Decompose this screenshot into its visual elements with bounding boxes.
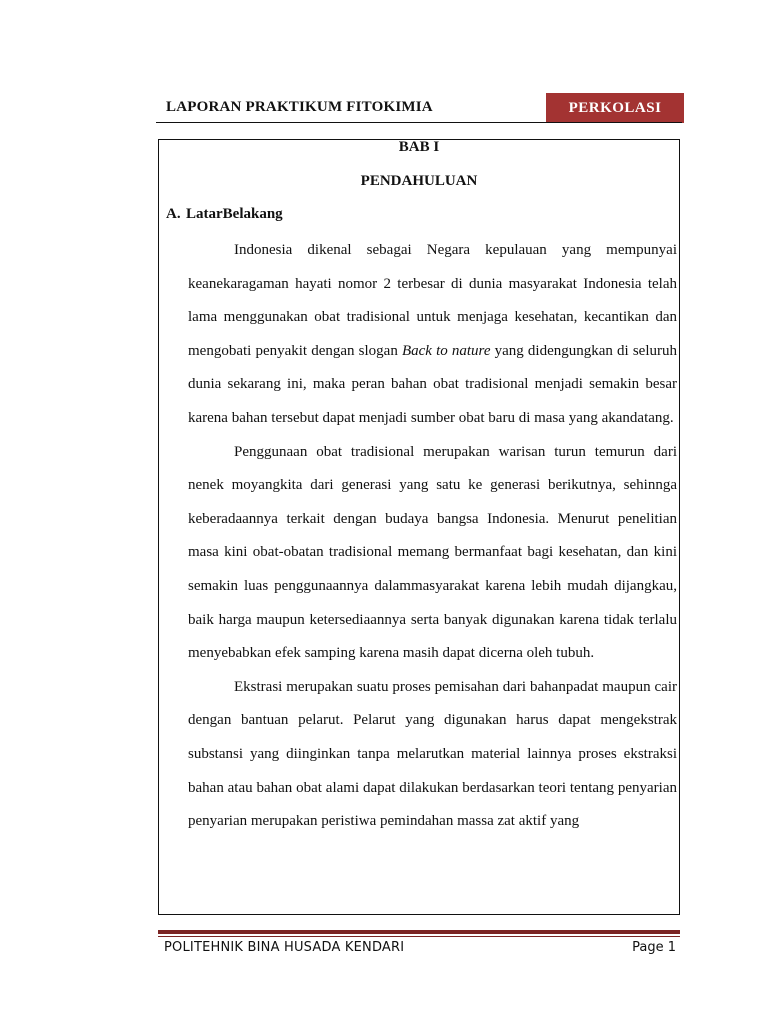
chapter-title: PENDAHULUAN bbox=[360, 173, 478, 189]
header-divider bbox=[156, 122, 682, 123]
paragraph-3: Ekstrasi merupakan suatu proses pemisahan dari bahanpadat maupun cair dengan bantuan pelarut. Pelarut yang digunakan harus dapat mengekstrak substansi yang diinginkan tanpa melarutkan material lainnya proses ekstraksi bahan atau bahan obat alami dapat dilakukan berdasarkan teori tentang penyarian penyarian merupakan peristiwa pemindahan massa zat aktif yang bbox=[188, 678, 677, 830]
report-title: LAPORAN PRAKTIKUM FITOKIMIA bbox=[166, 99, 433, 115]
section-heading bbox=[166, 206, 283, 223]
chapter-number: BAB I bbox=[398, 139, 440, 155]
page-number: Page 1 bbox=[632, 940, 676, 955]
body-text bbox=[188, 234, 677, 839]
footer-divider-thin bbox=[158, 936, 680, 937]
section-label: A. bbox=[166, 206, 181, 222]
paragraph-2: Penggunaan obat tradisional merupakan warisan turun temurun dari nenek moyangkita dari generasi yang satu ke generasi berikutnya, sehinnga keberadaannya terkait dengan budaya bangsa Indonesia. Menurut penelitian masa kini obat-obatan tradisional memang bermanfaat bagi kesehatan, dan kini semakin luas penggunaannya dalammasyarakat karena lebih mudah dijangkau, baik harga maupun ketersediaannya serta banyak digunakan karena tidak terlalu menyebabkan efek samping karena masih dapat dicerna oleh tubuh. bbox=[188, 443, 677, 662]
paragraph-1: Indonesia dikenal sebagai Negara kepulauan yang mempunyai keanekaragaman hayati nomor 2 terbesar di dunia masyarakat Indonesia telah lama menggunakan obat tradisional untuk menjaga kesehatan, kecantikan dan mengobati penyakit dengan slogan Back to nature yang didengungkan di seluruh dunia sekarang ini, maka peran bahan obat tradisional menjadi semakin besar karena bahan tersebut dapat menjadi sumber obat baru di masa yang akandatang. bbox=[188, 242, 677, 426]
slogan-italic: Back to nature bbox=[401, 342, 491, 359]
footer-institution: POLITEHNIK BINA HUSADA KENDARI bbox=[164, 940, 405, 955]
topic-badge: PERKOLASI bbox=[546, 93, 684, 123]
section-title: LatarBelakang bbox=[186, 206, 283, 222]
footer-divider-thick bbox=[158, 930, 680, 934]
